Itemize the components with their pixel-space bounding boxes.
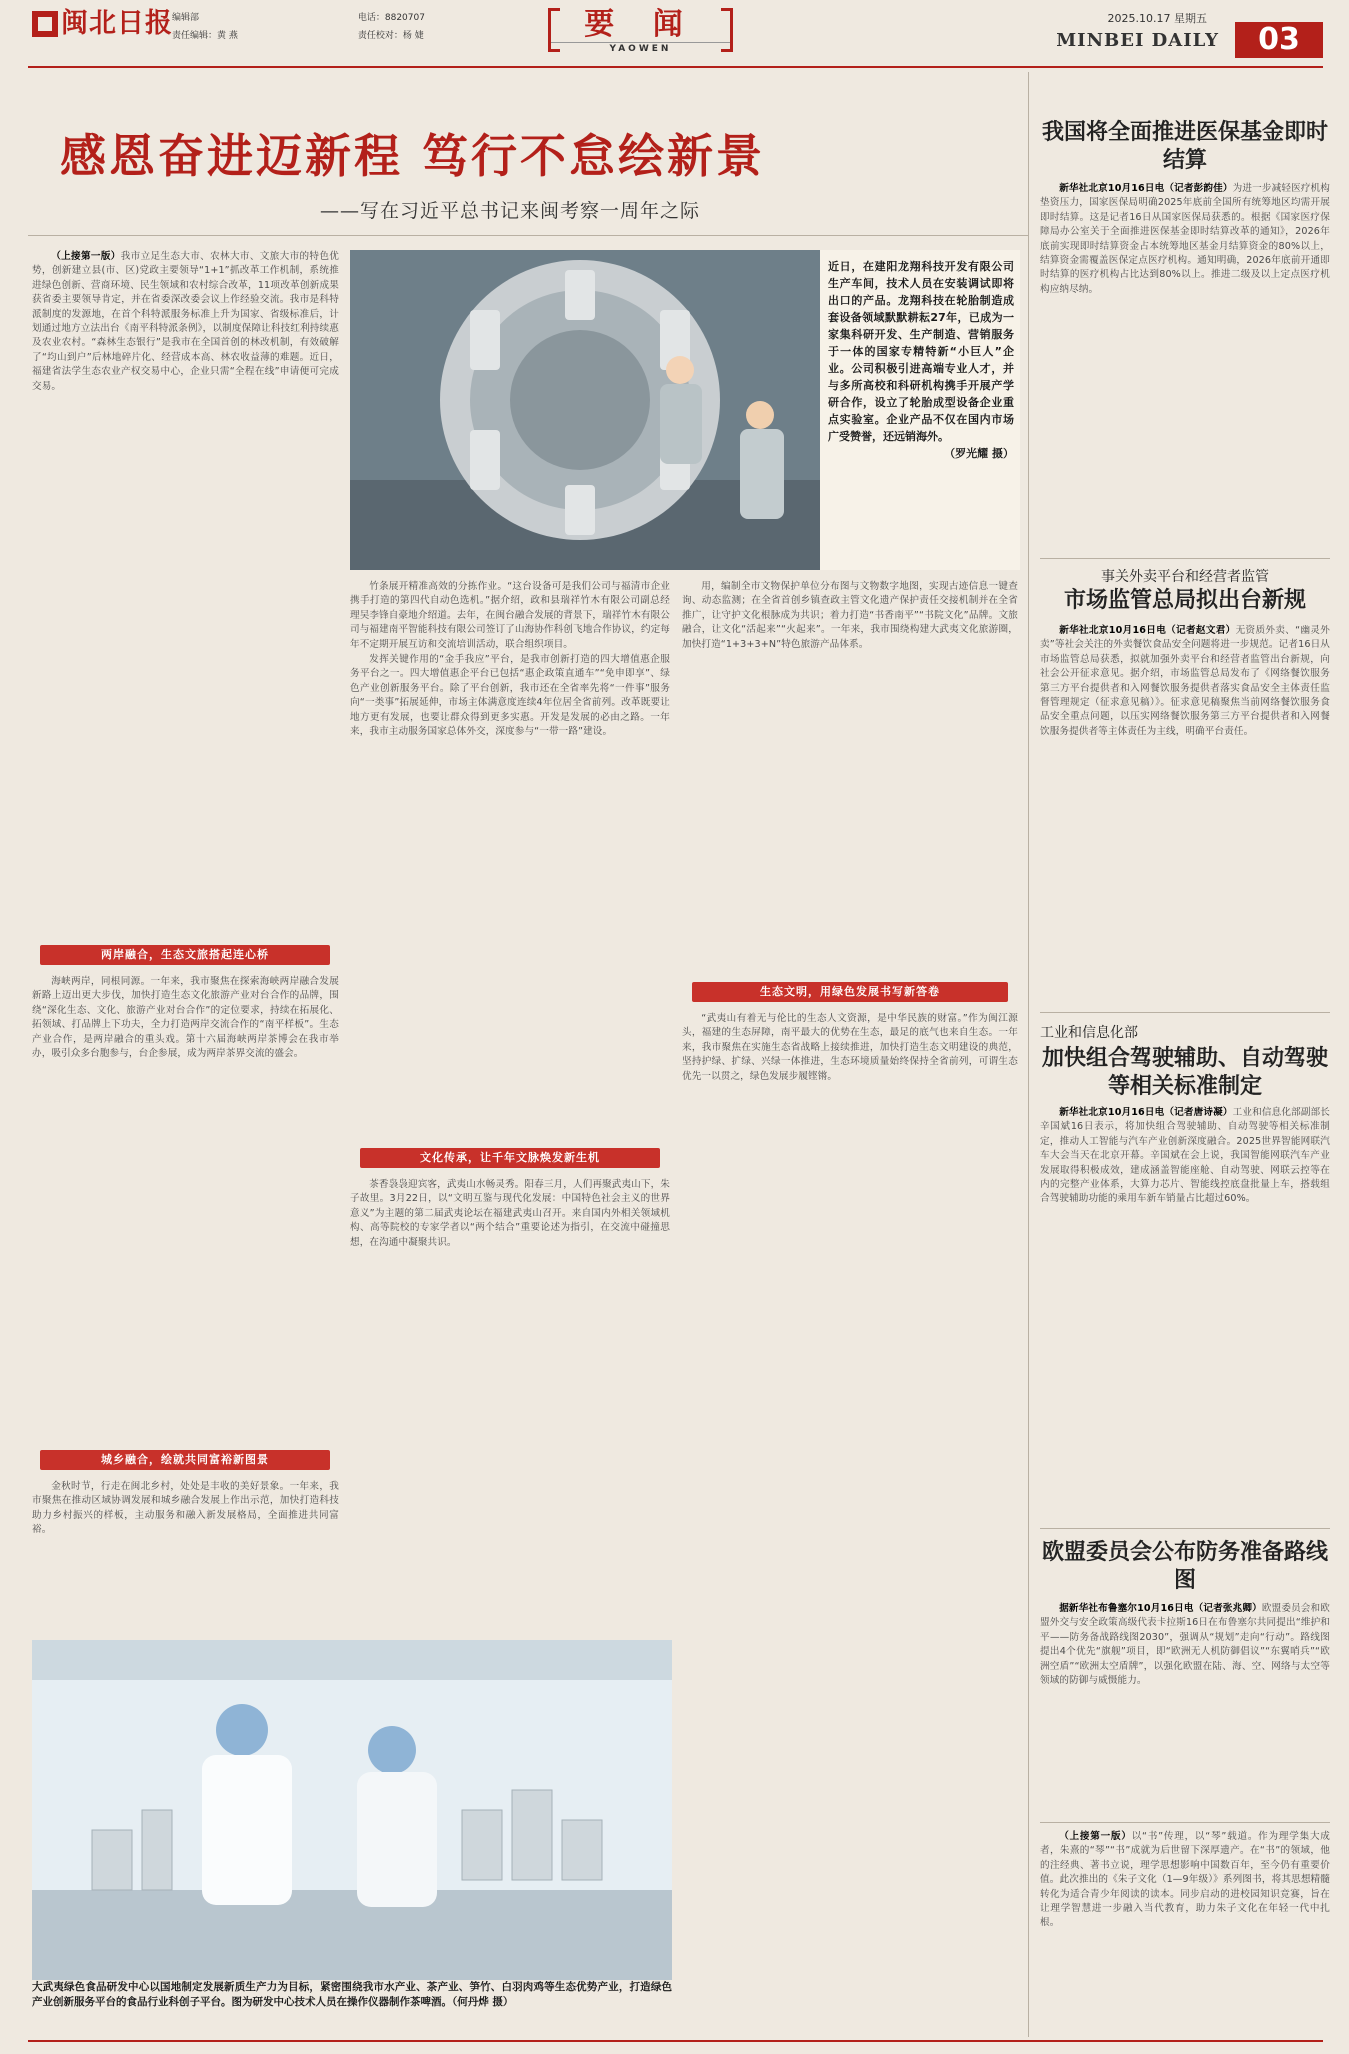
story3-dateline: 新华社北京10月16日电（记者唐诗凝）	[1059, 1107, 1233, 1118]
story1-headline: 我国将全面推进医保基金即时结算	[1041, 119, 1328, 173]
lab-photo	[32, 1640, 672, 1980]
lab-photo-credit: （何丹烨 摄）	[452, 1996, 514, 2008]
lead-col1-text: 我市立足生态大市、农林大市、文旅大市的特色优势，创新建立县(市、区)党政主要领导“1+1”抓改革工作机制，系统推进绿色创新、营商环境、民生领域和农村综合改革，11项改革创新成果获省委主要领导肯定，并在省委深改委会议上作经验交流。我市是科特派制度的发源地，在首个科特派服务标准上升为国家、省级标准后，计划通过地方立法出台《南平科特派条例》，以制度保障让科技红利持续惠及农业农村。“森林生态银行”是我市在全国首创的林改机制，有效破解了“均山到户”后林地碎片化、经营成本高、林农收益薄的难题。近日，福建省法学生态农业产权交易中心，企业只需“全程在线”申请便可完成交易。	[32, 251, 339, 392]
story2-headline: 市场监管总局拟出台新规	[1063, 587, 1306, 613]
story5-continued: （上接第一版）	[1059, 1831, 1132, 1842]
issue-date: 2025.10.17 星期五	[1107, 12, 1207, 25]
lead-col3-text: 竹条展开精准高效的分拣作业。“这台设备可是我们公司与福清市企业携手打造的第四代自动色选机。”据介绍，政和县瑞祥竹木有限公司副总经理吴李锋自豪地介绍道。去年，在闽台融合发展的背景下，瑞祥竹木有限公司与福建南平智能科技有限公司签订了山海协作科创飞地合作协议，约定每年不定期开展互访和交流培训活动，联合组织项目。	[350, 581, 670, 650]
factory-photo	[350, 250, 1020, 570]
story4-headline: 欧盟委员会公布防务准备路线图	[1041, 1539, 1328, 1593]
factory-photo-caption	[828, 258, 1014, 462]
section-name: 要 闻	[584, 7, 697, 42]
story2-dateline: 新华社北京10月16日电（记者赵文君）	[1059, 625, 1236, 636]
lead-col1b	[32, 975, 339, 1445]
column-divider	[1028, 72, 1029, 2037]
lead-col2-text: 发挥关键作用的“金手我应”平台，是我市创新打造的四大增值惠企服务平台之一。四大增值惠企平台已包括“惠企政策直通车”“免申即享”、绿色产业创新服务平台。除了平台创新，我市还在全省率先将“一件事”服务向“一类事”拓展延伸，市场主体满意度连续4年位居全省前列。改革既要让地方更有发展，也要让群众得到更多实惠。开发是发展的必由之路。一年来，我市主动服务国家总体外交，深度参与“一带一路”建设。	[350, 654, 670, 738]
proof-editor: 责任校对：杨 婕	[357, 31, 424, 41]
section-tag	[548, 8, 733, 54]
header-rule	[28, 66, 1323, 68]
lead-col4b	[682, 1012, 1018, 2017]
lead-col3b-text: 茶香袅袅迎宾客，武夷山水畅灵秀。阳春三月，人们再聚武夷山下，朱子故里。3月22日，以“文明互鉴与现代化发展：中国特色社会主义的世界意义”为主题的第二届武夷论坛在福建武夷山召开。来自国内外相关领域机构、高等院校的专家学者以“两个结合”重要论述为指引，在交流中碰撞思想，在沟通中凝聚共识。	[350, 1179, 670, 1248]
factory-caption-text: 近日，在建阳龙翔科技开发有限公司生产车间，技术人员在安装调试即将出口的产品。龙翔科技在轮胎制造成套设备领域默默耕耘27年，已成为一家集科研开发、生产制造、营销服务于一体的国家专精特新“小巨人”企业。公司积极引进高端专业人才，并与多所高校和科研机构携手开展产学研合作，设立了轮胎成型设备企业重点实验室。企业产品不仅在国内市场广受赞誉，还远销海外。	[828, 260, 1014, 443]
lab-caption-text: 大武夷绿色食品研发中心以国地制定发展新质生产力为目标，紧密围绕我市水产业、茶产业、笋竹、白羽肉鸡等生态优势产业，打造绿色产业创新服务平台的食品行业科创子平台。图为研发中心技术人员在操作仪器制作茶啤酒。	[32, 1981, 672, 2008]
band-cross-strait: 两岸融合，生态文旅搭起连心桥	[40, 945, 330, 965]
lead-col4b-text: “武夷山有着无与伦比的生态人文资源，是中华民族的财富。”作为闽江源头，福建的生态屏障，南平最大的优势在生态，最足的底气也来自生态。一年来，我市聚焦在实施生态省战略上接续推进，加快打造生态文明建设的典范，坚持护绿、扩绿、兴绿一体推进，生态环境质量始终保持全省前列，可谓生态优先一以贯之，绿色发展步履铿锵。	[682, 1013, 1018, 1082]
story3-body	[1040, 1106, 1330, 1418]
band-urban-rural: 城乡融合，绘就共同富裕新图景	[40, 1450, 330, 1470]
continued-marker: （上接第一版）	[51, 251, 121, 262]
story5-text: 以“书”传理，以“琴”载道。作为理学集大成者，朱熹的“琴”“书”成就为后世留下深厚遗产。在“书”的领域，他的注经典、著书立说，理学思想影响中国数百年，至今仍有重要价值。此次推出的《朱子文化（1—9年级）》系列图书，将其思想精髓转化为适合青少年阅读的读本。同步启动的进校园知识竞赛，旨在让理学智慧进一步融入当代教育，助力朱子文化在年轻一代中扎根。	[1040, 1831, 1330, 1929]
story1-body	[1040, 182, 1330, 450]
story2-body	[1040, 624, 1330, 906]
duty-editor: 责任编辑：黄 燕	[172, 31, 238, 41]
lead-col3	[350, 580, 670, 1140]
band-ecology: 生态文明，用绿色发展书写新答卷	[692, 982, 1008, 1002]
story4-body	[1040, 1602, 1330, 1814]
paper-name-en: MINBEI DAILY	[1056, 30, 1219, 51]
story3-headline: 加快组合驾驶辅助、自动驾驶等相关标准制定	[1041, 1045, 1328, 1099]
lead-subtitle: ——写在习近平总书记来闽考察一周年之际	[320, 200, 701, 222]
editor-label: 编辑部	[172, 13, 200, 23]
band-culture: 文化传承，让千年文脉焕发新生机	[360, 1148, 660, 1168]
story4-dateline: 据新华社布鲁塞尔10月16日电（记者张兆卿）	[1059, 1603, 1262, 1614]
lab-photo-image	[32, 1640, 672, 1980]
lab-photo-caption	[32, 1980, 672, 2010]
footer-rule	[28, 2040, 1323, 2042]
story1-text: 为进一步减轻医疗机构垫资压力，国家医保局明确2025年底前全国所有统筹地区均需开展即时结算。这是记者16日从国家医保局获悉的。根据《国家医疗保障局办公室关于全面推进医保基金即时结算改革的通知》，2026年底前实现即时结算资金占本统筹地区基金月结算资金的80%以上，结算资金需覆盖医保定点医疗机构。通知明确，2026年底前开通即时结算的医疗机构占比达到80%以上。推进二级及以上定点医疗机构应纳尽纳。	[1040, 183, 1330, 295]
story1-dateline: 新华社北京10月16日电（记者彭韵佳）	[1059, 183, 1233, 194]
lead-col3b	[350, 1178, 670, 1618]
phone-label: 电话：8820707	[357, 13, 425, 23]
lead-col1b-text: 海峡两岸，同根同源。一年来，我市聚焦在探索海峡两岸融合发展新路上迈出更大步伐，加快打造生态文化旅游产业对台合作的品牌，围绕“深化生态、文化、旅游产业对台合作”的定位要求，持续在拓展化、拓领域、打品牌上下功夫，全力打造两岸交流合作的“南平样板”。生态产业合作，是两岸融合的重头戏。第十六届海峡两岸茶博会在我市举办，吸引众多台胞参与，台企参展，成为两岸茶界交流的盛会。	[32, 976, 339, 1060]
section-name-en: YAOWEN	[548, 42, 733, 55]
story2-kicker: 事关外卖平台和经营者监管	[1101, 569, 1269, 585]
lead-col4-text: 用，编制全市文物保护单位分布图与文物数字地图，实现古迹信息一键查询、动态监测；在全省首创乡镇查政主管文化遗产保护责任交接机制并在全省推广，让守护文化根脉成为共识；着力打造“书香南平”“书院文化”品牌。文旅融合，让文化“活起来”“火起来”。一年来，我市围绕构建大武夷文化旅游圈，加快打造“1+3+3+N”特色旅游产品体系。	[682, 581, 1018, 650]
factory-photo-credit: （罗光耀 摄）	[944, 447, 1014, 460]
lead-col1c-text: 金秋时节，行走在闽北乡村，处处是丰收的美好景象。一年来，我市聚焦在推动区域协调发展和城乡融合发展上作出示范，加快打造科技助力乡村振兴的样板，主动服务和融入新发展格局，全面推进共同富裕。	[32, 1481, 339, 1536]
lead-col1	[32, 250, 339, 940]
story5-body	[1040, 1830, 1330, 2035]
story4-text: 欧盟委员会和欧盟外交与安全政策高级代表卡拉斯16日在布鲁塞尔共同提出“维护和平——防务备战路线图2030”，强调从“规划”走向“行动”。路线图提出4个优先“旗舰”项目，即“欧洲无人机防御倡议”“东翼哨兵”“欧洲空盾”“欧洲太空盾牌”，以强化欧盟在陆、海、空、网络与太空等领域的防御与威慑能力。	[1040, 1603, 1330, 1687]
masthead-seal-icon	[32, 11, 58, 37]
lead-headline: 感恩奋进迈新程 笃行不怠绘新景	[60, 129, 766, 183]
lead-col4	[682, 580, 1018, 975]
story3-text: 工业和信息化部副部长辛国斌16日表示，将加快组合驾驶辅助、自动驾驶等相关标准制定，推动人工智能与汽车产业创新深度融合。2025世界智能网联汽车大会当天在北京开幕。辛国斌在会上说，我国智能网联汽车产业发展取得积极成效，建成涵盖智能座舱、自动驾驶、网联云控等在内的完整产业体系，大算力芯片、智能线控底盘批量上车，搭载组合驾驶辅助功能的乘用车新车销量占比超过60%。	[1040, 1107, 1330, 1205]
story3-kicker: 工业和信息化部	[1040, 1025, 1138, 1041]
masthead-logo: 闽北日报	[32, 6, 187, 42]
story2-text: 无资质外卖、“幽灵外卖”等社会关注的外卖餐饮食品安全问题将进一步规范。记者16日从市场监管总局获悉，拟就加强外卖平台和经营者监管出台新规，向社会公开征求意见。据介绍，市场监管总局发布了《网络餐饮服务第三方平台提供者和入网餐饮服务提供者落实食品安全主体责任监督管理规定（征求意见稿）》。征求意见稿聚焦当前网络餐饮服务食品安全重点问题，以压实网络餐饮服务第三方平台提供者和入网餐饮服务提供者等主体责任为主线，明确平台责任。	[1040, 625, 1330, 737]
lead-col1c	[32, 1480, 339, 1630]
header-meta	[170, 8, 435, 46]
page-number: 03	[1235, 22, 1323, 58]
